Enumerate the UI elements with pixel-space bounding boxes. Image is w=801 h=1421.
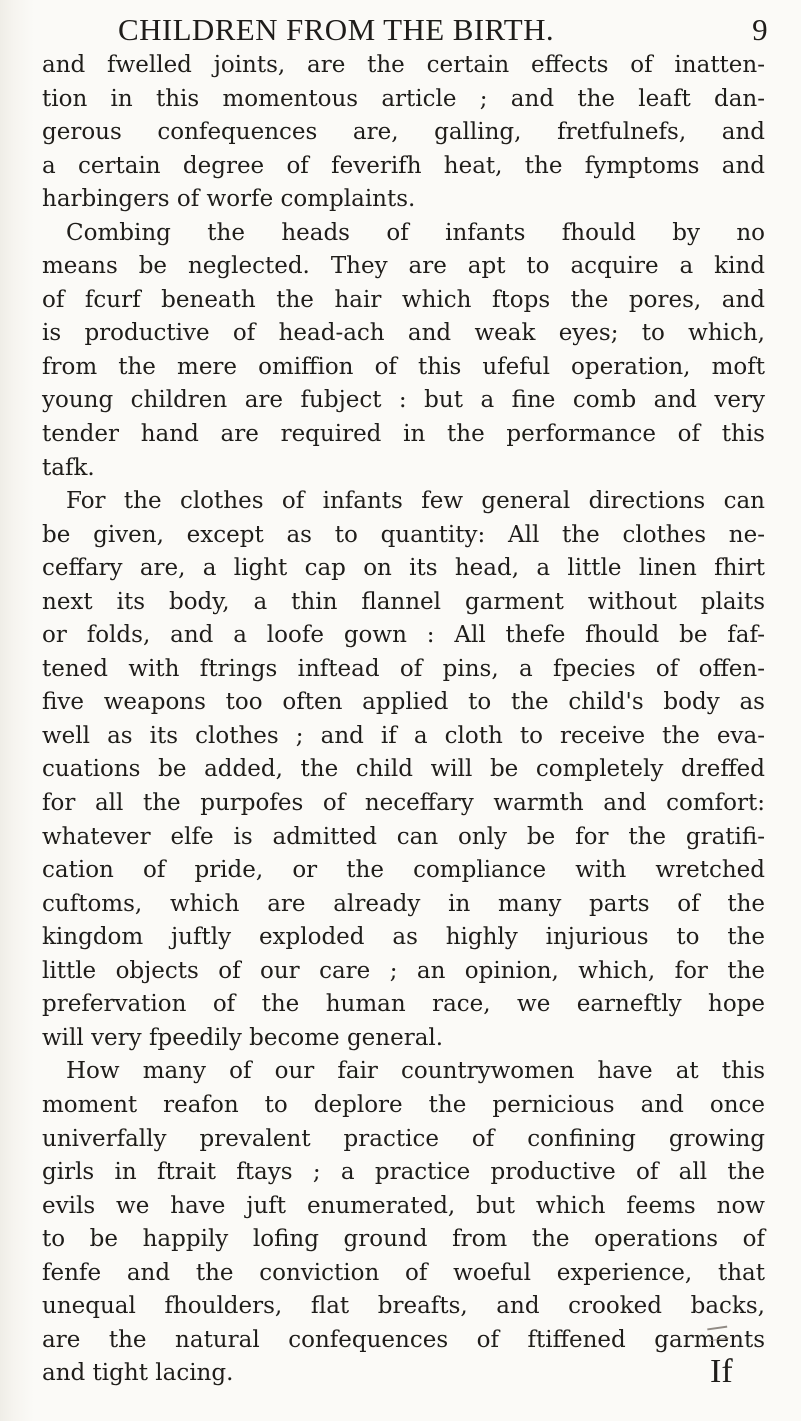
text-line: univerfally prevalent practice of confining growing [42,1125,765,1152]
body-text [42,49,765,1391]
text-line: prefervation of the human race, we earneftly hope [42,991,765,1018]
text-line: girls in ftrait ftays ; a practice productive of all the [42,1159,765,1186]
text-line: moment reafon to deplore the pernicious and once [42,1091,765,1118]
text-line: ceffary are, a light cap on its head, a little linen fhirt [42,555,765,582]
text-line: or folds, and a loofe gown : All thefe fhould be faf- [42,622,765,649]
text-line: harbingers of worfe complaints. [42,186,416,213]
page-header [118,12,768,52]
text-line: and tight lacing. [42,1360,234,1387]
text-line: be given, except as to quantity: All the clothes ne- [42,521,765,548]
text-line: cuftoms, which are already in many parts of the [42,890,765,917]
text-line: young children are fubject : but a fine comb and very [42,387,765,414]
text-line: cation of pride, or the compliance with wretched [42,857,765,884]
text-line: will very fpeedily become general. [42,1024,444,1051]
running-head: CHILDREN FROM THE BIRTH. [118,12,555,47]
ink-mark-decoration [707,1326,729,1342]
text-line: next its body, a thin flannel garment without plaits [42,588,765,615]
paragraph-first-line: Combing the heads of infants fhould by no [66,219,765,246]
page-number: 9 [752,12,768,47]
text-line: to be happily lofing ground from the operations of [42,1226,765,1253]
text-line: a certain degree of feverifh heat, the fymptoms and [42,152,765,179]
text-line: well as its clothes ; and if a cloth to receive the eva- [42,722,765,749]
text-line: evils we have juft enumerated, but which feems now [42,1192,765,1219]
text-line: whatever elfe is admitted can only be for the gratifi- [42,823,765,850]
text-line: of fcurf beneath the hair which ftops the pores, and [42,286,765,313]
text-line: tender hand are required in the performance of this [42,421,765,448]
text-line: from the mere omiffion of this ufeful operation, moft [42,353,765,380]
text-line: are the natural confequences of ftiffened garments [42,1326,765,1353]
text-line: fenfe and the conviction of woeful experience, that [42,1259,765,1286]
catchword: If [710,1353,733,1390]
text-line: kingdom juftly exploded as highly injurious to the [42,924,765,951]
text-line: five weapons too often applied to the child's body as [42,689,765,716]
text-line: gerous confequences are, galling, fretfulnefs, and [42,119,765,146]
text-line: is productive of head-ach and weak eyes; to which, [42,320,765,347]
text-line: tafk. [42,454,95,481]
text-line: and fwelled joints, are the certain effects of inatten- [42,52,765,78]
text-line: tion in this momentous article ; and the leaft dan- [42,85,765,112]
text-line: tened with ftrings inftead of pins, a fpecies of offen- [42,655,765,682]
paragraph-first-line: For the clothes of infants few general directions can [66,488,765,515]
paragraph-first-line: How many of our fair countrywomen have at this [66,1058,765,1085]
text-line: cuations be added, the child will be completely dreffed [42,756,765,783]
text-line: little objects of our care ; an opinion, which, for the [42,957,765,984]
text-line: means be neglected. They are apt to acquire a kind [42,253,765,280]
text-line: for all the purpofes of neceffary warmth and comfort: [42,790,765,817]
text-line: unequal fhoulders, flat breafts, and crooked backs, [42,1293,765,1320]
